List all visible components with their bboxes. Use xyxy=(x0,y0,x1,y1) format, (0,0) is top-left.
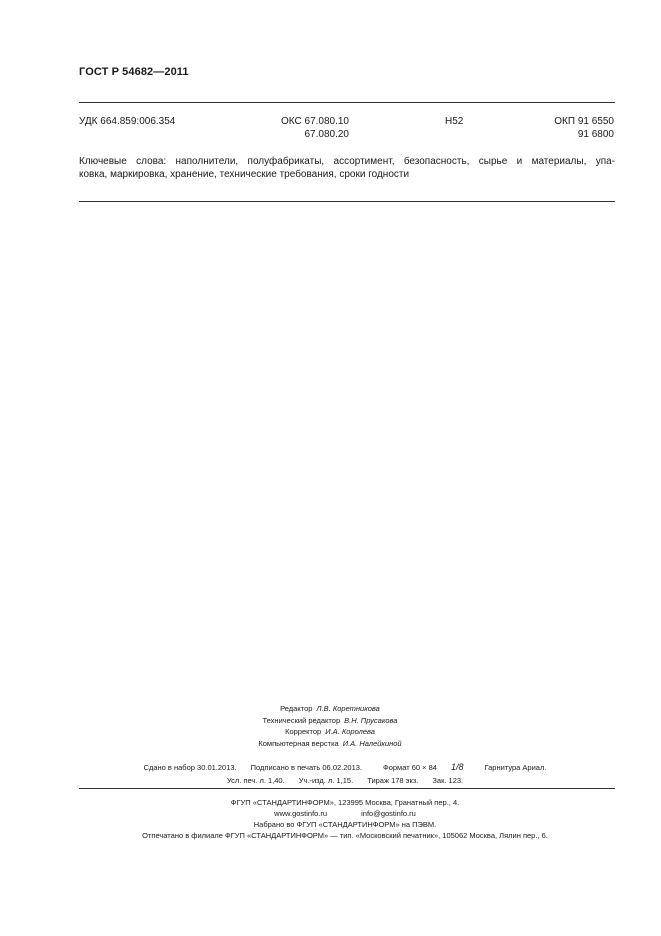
credits-block xyxy=(180,703,480,749)
typeface: Гарнитура Ариал. xyxy=(484,763,547,772)
typeset-note: Набрано во ФГУП «СТАНДАРТИНФОРМ» на ПЭВМ. xyxy=(253,820,437,829)
credit-layout-label: Компьютерная верстка xyxy=(258,738,339,748)
group-code: Н52 xyxy=(445,116,464,127)
publisher-address: ФГУП «СТАНДАРТИНФОРМ», 123995 Москва, Гранатный пер., 4. xyxy=(230,798,460,807)
credit-corrector-name: И.А. Королева xyxy=(325,727,375,736)
order-number: Зак. 123. xyxy=(432,776,464,785)
credit-editor-name: Л.В. Коретникова xyxy=(316,704,380,713)
keywords-line-1: Ключевые слова: наполнители, полуфабрикаты, ассортимент, безопасность, сырье и материалы, упа- xyxy=(79,156,615,167)
publisher-block xyxy=(80,797,610,841)
paper-format-prefix: Формат 60 × 84 xyxy=(383,763,437,772)
credit-tech-editor-name: В.Н. Прусакова xyxy=(344,715,398,725)
submitted-date: Сдано в набор 30.01.2013. xyxy=(143,763,237,772)
credit-corrector xyxy=(180,726,480,738)
print-info-block xyxy=(80,761,610,787)
print-info-row-2 xyxy=(80,774,610,787)
signed-date: Подписано в печать 06.02.2013. xyxy=(250,763,363,772)
publisher-contacts xyxy=(80,808,610,819)
keywords-line-2: ковка, маркировка, хранение, технические требования, сроки годности xyxy=(79,169,410,180)
keywords-paragraph xyxy=(79,155,615,181)
header-divider xyxy=(79,102,615,103)
credit-tech-editor-label: Технический редактор xyxy=(262,715,341,725)
okp-code-1: ОКП 91 6550 xyxy=(554,116,614,127)
oks-code-2: 67.080.20 xyxy=(304,128,349,140)
credit-layout xyxy=(180,738,480,750)
keywords-divider xyxy=(79,201,615,202)
okp-codes xyxy=(530,116,614,141)
print-info-row-1 xyxy=(80,761,610,774)
oks-codes xyxy=(275,116,349,141)
credit-editor-label: Редактор xyxy=(280,704,313,713)
okp-code-2: 91 6800 xyxy=(577,128,614,140)
printed-note: Отпечатано в филиале ФГУП «СТАНДАРТИНФОРМ» — тип. «Московский печатник», 105062 Москва, Лялин пер., 6. xyxy=(142,831,548,840)
publisher-email[interactable]: info@gostinfo.ru xyxy=(361,809,416,818)
oks-code-1: ОКС 67.080.10 xyxy=(281,116,349,127)
imprint-divider xyxy=(79,788,615,789)
credit-tech-editor xyxy=(180,715,480,727)
circulation: Тираж 178 экз. xyxy=(367,776,419,785)
publisher-website[interactable]: www.gostinfo.ru xyxy=(274,809,328,818)
credit-corrector-label: Корректор xyxy=(285,727,322,736)
udk-code: УДК 664.859:006.354 xyxy=(79,116,176,127)
credit-layout-name: И.А. Налейкиной xyxy=(342,738,402,748)
print-sheets: Усл. печ. л. 1,40. xyxy=(226,776,285,785)
standard-number: ГОСТ Р 54682—2011 xyxy=(79,66,189,78)
credit-editor xyxy=(180,703,480,715)
paper-format xyxy=(376,761,470,774)
paper-format-fraction: 1/8 xyxy=(450,762,464,772)
pub-sheets: Уч.-изд. л. 1,15. xyxy=(298,776,354,785)
